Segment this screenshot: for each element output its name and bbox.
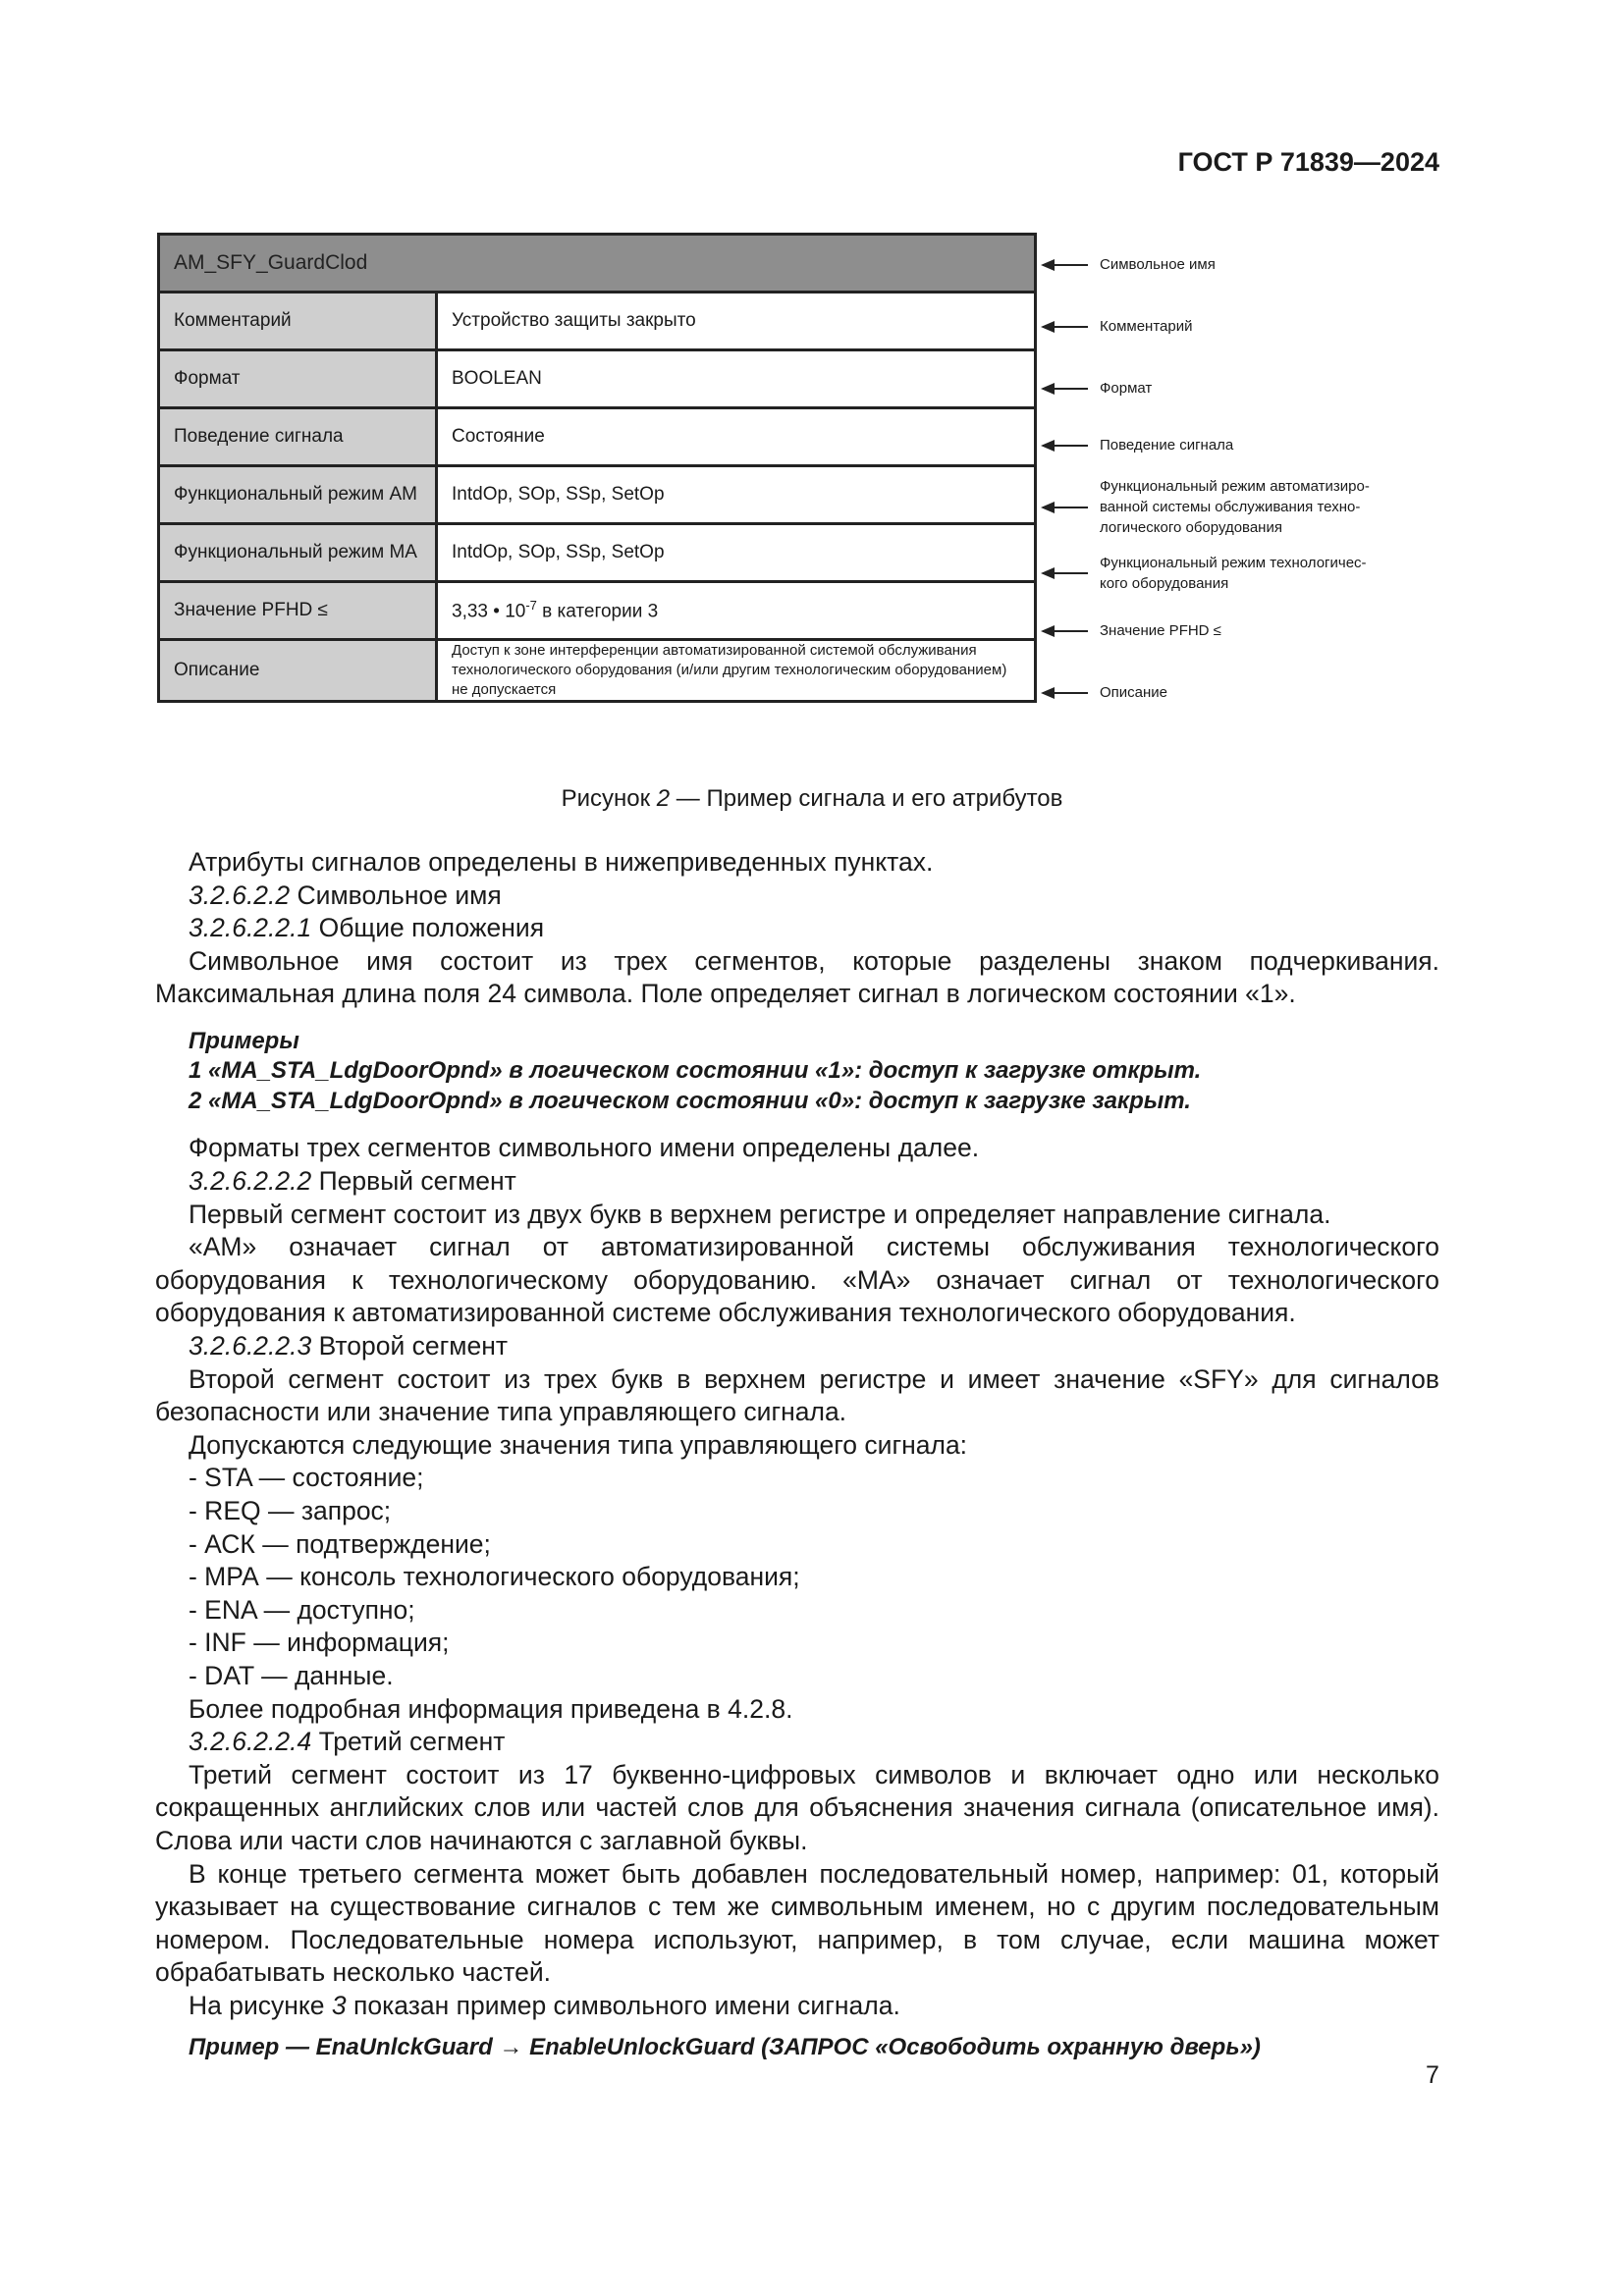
- row-label: Описание: [159, 640, 437, 702]
- annotation: [1043, 682, 1167, 703]
- section-heading: [155, 1330, 1439, 1363]
- example-2: 2 «MA_STA_LdgDoorOpnd» в логическом состоянии «0»: доступ к загрузке закрыт.: [189, 1087, 1191, 1114]
- section-heading: [155, 1726, 1439, 1759]
- list-item: - REQ — запрос;: [189, 1496, 392, 1525]
- annotation: [1043, 620, 1221, 641]
- section-number: 3.2.6.2.2.4: [189, 1727, 312, 1757]
- annotation-text: Функциональный режим автоматизиро-ванной системы обслуживания техно-логического оборудования: [1100, 478, 1370, 536]
- arrow-left-icon: [1043, 507, 1088, 508]
- example-final: Пример — EnaUnlckGuard → EnableUnlockGuard (ЗАПРОС «Освободить охранную дверь»): [189, 2033, 1261, 2060]
- document-header: ГОСТ Р 71839—2024: [1177, 147, 1439, 177]
- annotation-text: Поведение сигнала: [1100, 437, 1234, 454]
- section-heading: [155, 1165, 1439, 1199]
- pfhd-category: в категории 3: [536, 601, 659, 622]
- annotation-text: Символьное имя: [1100, 256, 1216, 273]
- annotation: [1043, 476, 1386, 538]
- paragraph: Допускаются следующие значения типа управляющего сигнала:: [189, 1429, 968, 1460]
- paragraph: Форматы трех сегментов символьного имени определены далее.: [189, 1133, 980, 1163]
- section-number: 3.2.6.2.2.3: [189, 1331, 312, 1362]
- section-title: Третий сегмент: [311, 1727, 506, 1757]
- section-title: Второй сегмент: [311, 1331, 509, 1362]
- paragraph: В конце третьего сегмента может быть добавлен последовательный номер, например: 01, который указывает на существование сигналов с тем же символьным именем, но с другим последовательным номером. Последовательные номера используют, например, в том случае, если машина может обрабатывать несколько частей.: [155, 1858, 1439, 1988]
- list-item: - АСК — подтверждение;: [189, 1528, 491, 1559]
- list-item: - DAT — данные.: [189, 1660, 394, 1690]
- row-label: Комментарий: [159, 293, 437, 350]
- arrow-left-icon: [1043, 388, 1088, 390]
- annotation-text: Функциональный режим технологичес-кого оборудования: [1100, 555, 1367, 592]
- arrow-left-icon: [1043, 692, 1088, 694]
- caption-prefix: Рисунок: [561, 785, 657, 812]
- row-value: BOOLEAN: [437, 350, 1036, 408]
- paragraph: Атрибуты сигналов определены в нижеприведенных пунктах.: [189, 847, 934, 877]
- list-item: - STA — состояние;: [189, 1463, 424, 1493]
- annotation-text: Формат: [1100, 380, 1153, 397]
- section-title: Первый сегмент: [311, 1166, 516, 1197]
- row-value: [437, 582, 1036, 640]
- annotation-text: Значение PFHD ≤: [1100, 622, 1221, 639]
- pfhd-exponent: -7: [525, 598, 537, 614]
- arrow-left-icon: [1043, 445, 1088, 447]
- annotation: [1043, 378, 1152, 399]
- arrow-left-icon: [1043, 326, 1088, 328]
- list-item: - INF — информация;: [189, 1628, 450, 1658]
- row-label: Функциональный режим МА: [159, 524, 437, 582]
- row-label: Формат: [159, 350, 437, 408]
- paragraph: Более подробная информация приведена в 4.2.8.: [189, 1693, 793, 1724]
- text: На рисунке: [189, 1990, 332, 2020]
- example-1: 1 «MA_STA_LdgDoorOpnd» в логическом состоянии «1»: доступ к загрузке открыт.: [189, 1057, 1202, 1085]
- row-label: Значение PFHD ≤: [159, 582, 437, 640]
- paragraph: Символьное имя состоит из трех сегментов, которые разделены знаком подчеркивания. Максимальная длина поля 24 символа. Поле определяет сигнал в логическом состоянии «1».: [155, 945, 1439, 1009]
- list-item: - МРА — консоль технологического оборудования;: [189, 1562, 800, 1592]
- section-number: 3.2.6.2.2: [189, 880, 291, 910]
- symbol-name-cell: AM_SFY_GuardClod: [159, 235, 1036, 293]
- annotation: [1043, 435, 1233, 455]
- caption-number: 2: [656, 785, 671, 812]
- row-value: IntdOp, SOp, SSp, SetOp: [437, 466, 1036, 524]
- arrow-left-icon: [1043, 572, 1088, 574]
- page-number: 7: [1426, 2061, 1439, 2089]
- body-text: [155, 846, 1439, 2062]
- section-number: 3.2.6.2.2.1: [189, 913, 312, 943]
- figure-caption: [0, 785, 1624, 813]
- paragraph: [155, 1990, 1439, 2023]
- paragraph: Второй сегмент состоит из трех букв в верхнем регистре и имеет значение «SFY» для сигналов безопасности или значение типа управляющего сигнала.: [155, 1363, 1439, 1427]
- caption-text: — Пример сигнала и его атрибутов: [670, 785, 1063, 812]
- section-number: 3.2.6.2.2.2: [189, 1166, 312, 1197]
- row-value: IntdOp, SOp, SSp, SetOp: [437, 524, 1036, 582]
- signal-attributes-figure: [157, 233, 1037, 703]
- row-value: Состояние: [437, 408, 1036, 466]
- row-label: Функциональный режим АМ: [159, 466, 437, 524]
- annotation-text: Комментарий: [1100, 318, 1193, 335]
- arrow-left-icon: [1043, 630, 1088, 632]
- annotation: [1043, 316, 1192, 337]
- row-value: Доступ к зоне интерференции автоматизированной системой обслуживания технологического оборудования (и/или другим технологическим оборудованием) не допускается: [437, 640, 1036, 702]
- examples-title: Примеры: [189, 1027, 299, 1054]
- section-heading: [155, 880, 1439, 913]
- row-label: Поведение сигнала: [159, 408, 437, 466]
- annotation: [1043, 254, 1216, 275]
- list-item: - ENA — доступно;: [189, 1594, 415, 1625]
- paragraph: Первый сегмент состоит из двух букв в верхнем регистре и определяет направление сигнала.: [189, 1199, 1331, 1229]
- section-title: Символьное имя: [290, 880, 502, 910]
- text: показан пример символьного имени сигнала.: [346, 1990, 900, 2020]
- row-value: Устройство защиты закрыто: [437, 293, 1036, 350]
- annotation-text: Описание: [1100, 684, 1168, 701]
- arrow-left-icon: [1043, 264, 1088, 266]
- paragraph: «АМ» означает сигнал от автоматизированной системы обслуживания технологического оборудования к технологическому оборудованию. «МА» означает сигнал от технологического оборудования к автоматизированной системе обслуживания технологического оборудования.: [155, 1232, 1439, 1328]
- pfhd-mantissa: 3,33 • 10: [452, 601, 526, 622]
- paragraph: Третий сегмент состоит из 17 буквенно-цифровых символов и включает одно или несколько сокращенных английских слов или частей слов для объяснения значения сигнала (описательное имя). Слова или части слов начинаются с заглавной буквы.: [155, 1759, 1439, 1855]
- section-title: Общие положения: [311, 913, 545, 943]
- section-heading: [155, 912, 1439, 945]
- annotation: [1043, 553, 1386, 594]
- figure-ref: 3: [331, 1990, 347, 2020]
